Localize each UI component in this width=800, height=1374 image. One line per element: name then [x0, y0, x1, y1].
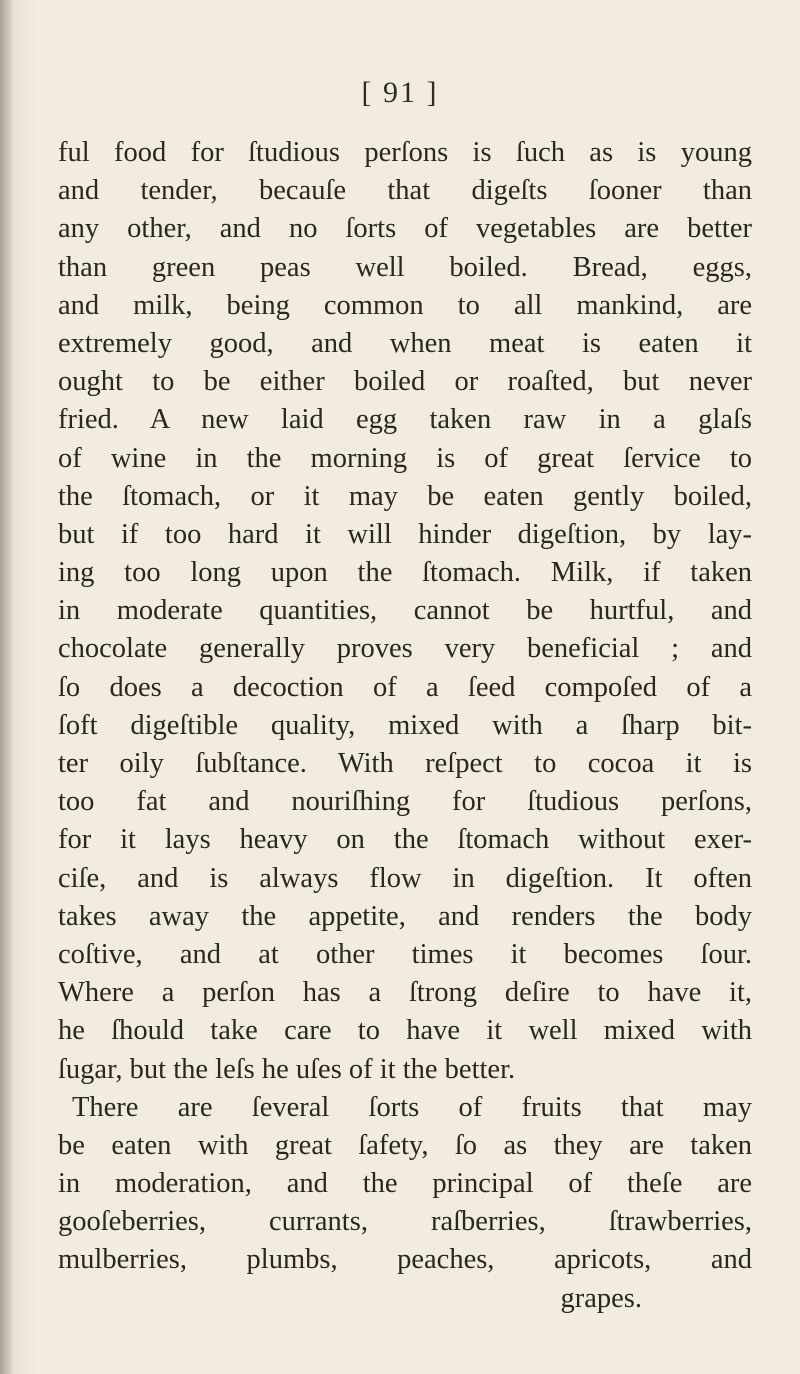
text-line: takes away the appetite, and renders the body: [58, 900, 752, 932]
text-line: any other, and no ſorts of vegetables are better: [58, 213, 752, 245]
text-line: and milk, being common to all mankind, are: [58, 289, 752, 321]
text-line: ciſe, and is always flow in digeſtion. It often: [58, 862, 752, 894]
text-line: ſoft digeſtible quality, mixed with a ſharp bit-: [58, 709, 752, 741]
binding-gutter-shadow: [0, 0, 14, 1374]
catchword: grapes.: [560, 1282, 642, 1314]
text-line: in moderation, and the principal of theſe are: [58, 1168, 752, 1200]
text-line: but if too hard it will hinder digeſtion, by lay-: [58, 518, 752, 550]
text-line: be eaten with great ſafety, ſo as they are taken: [58, 1129, 752, 1161]
text-line: chocolate generally proves very beneficial ; and: [58, 633, 752, 665]
page-number: [ 91 ]: [361, 76, 439, 109]
text-line: ſugar, but the leſs he uſes of it the better.: [58, 1053, 516, 1085]
text-line: of wine in the morning is of great ſervice to: [58, 442, 752, 474]
text-line: There are ſeveral ſorts of fruits that may: [72, 1091, 752, 1123]
text-line: ter oily ſubſtance. With reſpect to cocoa it is: [58, 748, 752, 779]
text-line: Where a perſon has a ſtrong deſire to have it,: [58, 977, 752, 1009]
text-line: the ſtomach, or it may be eaten gently boiled,: [58, 480, 752, 512]
text-line: coſtive, and at other times it becomes ſour.: [58, 938, 752, 970]
text-line: ful food for ſtudious perſons is ſuch as is young: [58, 137, 752, 168]
text-line: mulberries, plumbs, peaches, apricots, and: [58, 1244, 752, 1276]
text-line: than green peas well boiled. Bread, eggs,: [58, 251, 752, 283]
text-line: ſo does a decoction of a ſeed compoſed of a: [58, 671, 752, 703]
text-line: too fat and nouriſhing for ſtudious perſons,: [58, 786, 752, 818]
text-line: for it lays heavy on the ſtomach without exer-: [58, 824, 752, 856]
text-line: in moderate quantities, cannot be hurtful, and: [58, 595, 752, 627]
text-line: he ſhould take care to have it well mixed with: [58, 1015, 752, 1047]
text-line: ought to be either boiled or roaſted, but never: [58, 366, 752, 398]
text-line: extremely good, and when meat is eaten it: [58, 327, 752, 359]
text-line: ing too long upon the ſtomach. Milk, if taken: [58, 557, 752, 589]
body-text: [58, 134, 752, 1318]
text-line: and tender, becauſe that digeſts ſooner than: [58, 175, 752, 207]
text-line: fried. A new laid egg taken raw in a glaſs: [58, 404, 752, 436]
text-line: gooſeberries, currants, raſberries, ſtrawberries,: [58, 1206, 752, 1238]
